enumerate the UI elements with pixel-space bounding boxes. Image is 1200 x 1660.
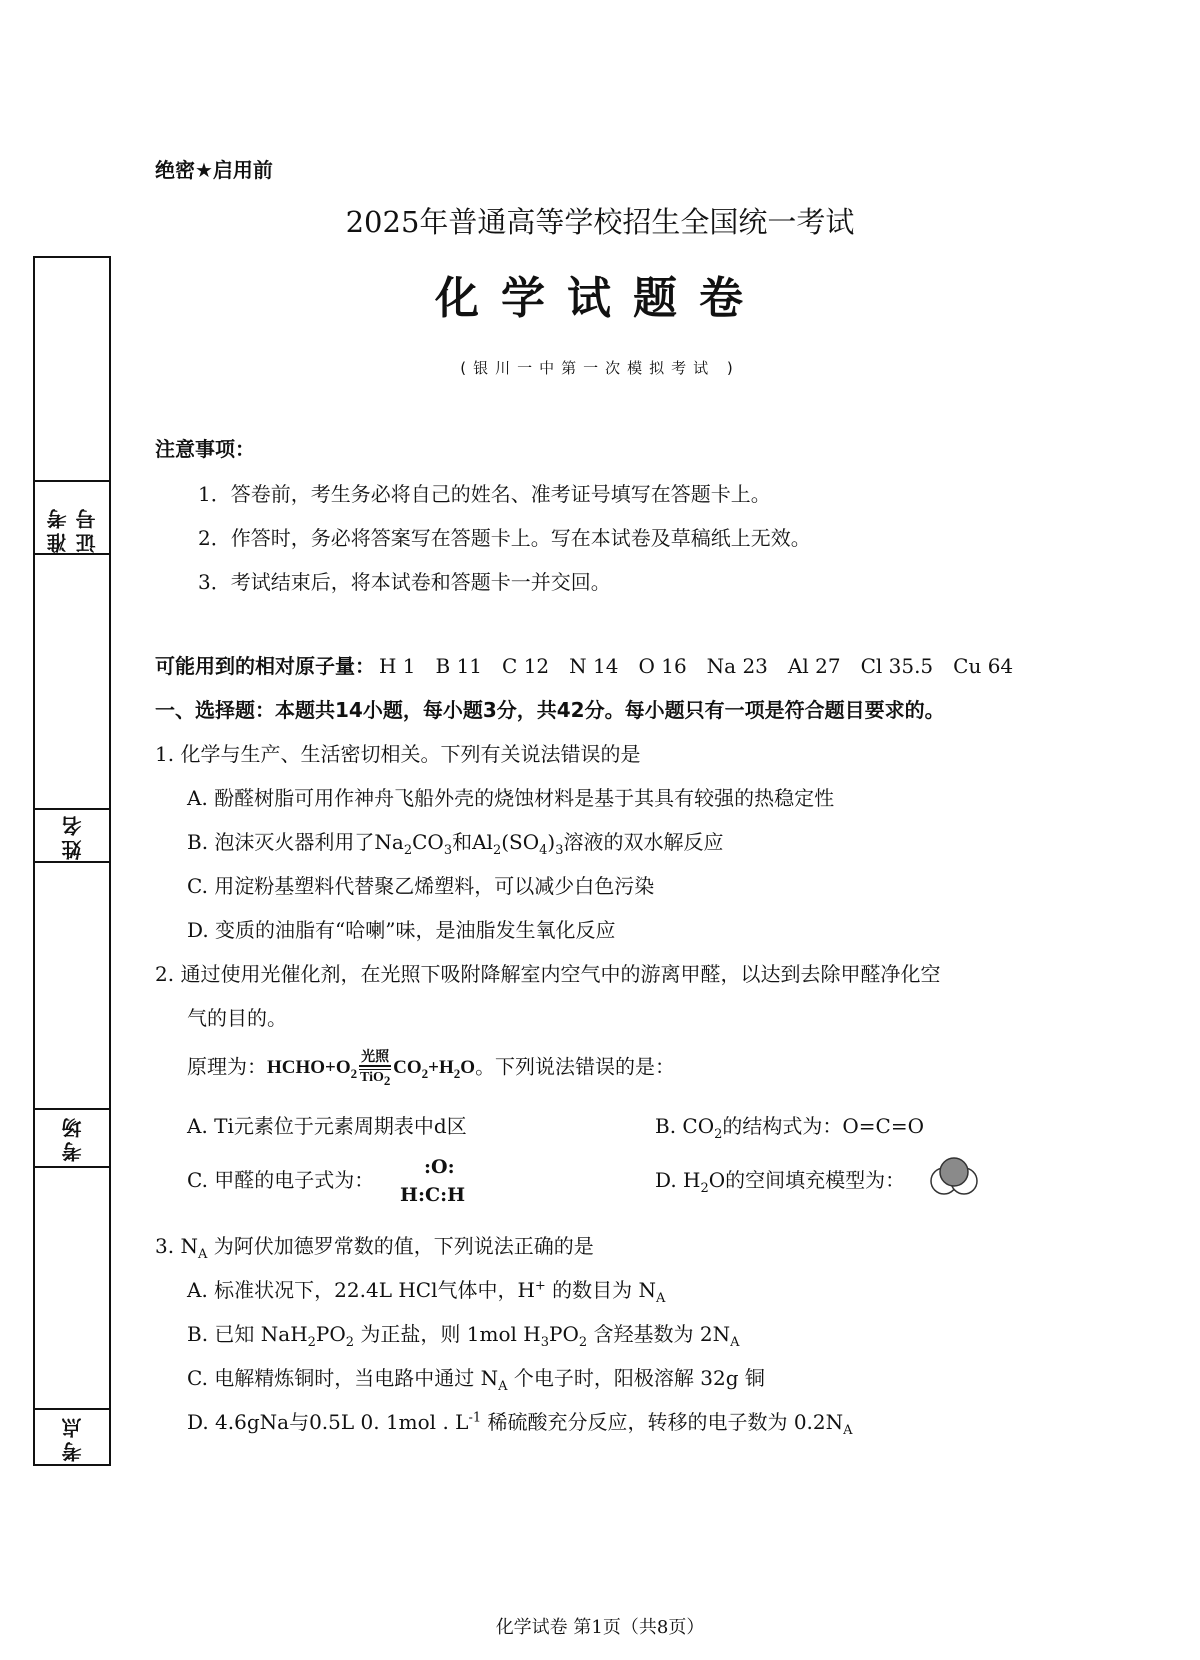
q2-option-d xyxy=(655,1164,905,1196)
notice-item-2: 2．作答时，务必将答案写在答题卡上。写在本试卷及草稿纸上无效。 xyxy=(198,526,811,550)
q1-option-b xyxy=(187,826,724,858)
q1-stem: 1. 化学与生产、生活密切相关。下列有关说法错误的是 xyxy=(155,742,641,766)
q3-d-text: 稀硫酸充分反应，转移的电子数为 0.2N xyxy=(481,1410,844,1434)
exam-title: 2025年普通高等学校招生全国统一考试 xyxy=(345,205,855,239)
reaction-condition xyxy=(359,1050,391,1088)
notice-item-1: 1．答卷前，考生务必将自己的姓名、准考证号填写在答题卡上。 xyxy=(198,482,771,506)
subscript: 3 xyxy=(443,843,453,858)
q1-b-text: B. 泡沫灭火器利用了Na xyxy=(187,830,404,854)
q3-option-a xyxy=(187,1274,665,1306)
q3-c-text: 个电子时，阳极溶解 32g 铜 xyxy=(507,1366,765,1390)
subscript: 2 xyxy=(403,843,413,858)
q2-d-text: D. H xyxy=(655,1168,701,1192)
q2-option-c: C. 甲醛的电子式为： xyxy=(187,1168,375,1192)
atomic-mass-na: Na 23 xyxy=(706,654,768,678)
atomic-mass-al: Al 27 xyxy=(787,654,841,678)
q3-b-text: 含羟基数为 2N xyxy=(587,1322,731,1346)
atomic-mass-cl: Cl 35.5 xyxy=(860,654,934,678)
atomic-mass-c: C 12 xyxy=(502,654,550,678)
oxygen-atom xyxy=(940,1158,968,1186)
lewis-oxygen: :O: xyxy=(424,1156,455,1178)
water-space-filling-model xyxy=(928,1155,980,1199)
binding-label-exam-room: 考场 xyxy=(60,1114,85,1162)
binding-cell-exam-id xyxy=(35,480,109,555)
q1-b-text: CO xyxy=(412,830,444,854)
equation-reactants: HCHO+O xyxy=(267,1057,351,1079)
subscript: 2 xyxy=(492,843,502,858)
q1-option-d: D. 变质的油脂有“哈喇”味，是油脂发生氧化反应 xyxy=(187,918,616,942)
q3-stem-text: 为阿伏加德罗常数的值，下列说法正确的是 xyxy=(207,1234,594,1258)
equation-product: +H xyxy=(428,1057,454,1079)
q2-stem-line2: 气的目的。 xyxy=(187,1006,287,1030)
atomic-mass-cu: Cu 64 xyxy=(953,654,1014,678)
superscript: -1 xyxy=(468,1410,482,1426)
subscript: A xyxy=(197,1247,208,1262)
binding-cell-name xyxy=(35,808,109,863)
exam-subtitle: (银川一中第一次模拟考试 ) xyxy=(460,359,740,377)
q3-b-text: B. 已知 NaH xyxy=(187,1322,308,1346)
atomic-masses-label: 可能用到的相对原子量： xyxy=(155,654,375,678)
subscript: 3 xyxy=(540,1335,549,1350)
condition-light: 光照 xyxy=(361,1050,390,1065)
subject-title: 化学试题卷 xyxy=(435,273,765,324)
q1-option-a: A. 酚醛树脂可用作神舟飞船外壳的烧蚀材料是基于其具有较强的热稳定性 xyxy=(187,786,835,810)
subscript: A xyxy=(843,1423,853,1438)
q2-b-text: 的结构式为：O=C=O xyxy=(722,1114,925,1138)
atomic-mass-b: B 11 xyxy=(435,654,483,678)
catalyst-text: TiO xyxy=(359,1070,384,1085)
q1-b-text: ) xyxy=(547,830,556,854)
binding-cell-exam-site xyxy=(35,1408,109,1466)
q2-principle-question: 。下列说法错误的是： xyxy=(475,1054,676,1079)
binding-strip xyxy=(33,256,111,1466)
q3-b-text: 为正盐，则 1mol H xyxy=(354,1322,541,1346)
lewis-hch: H:C:H xyxy=(400,1184,466,1206)
atomic-masses xyxy=(155,650,1033,679)
subscript: 2 xyxy=(453,1066,461,1082)
q2-option-b xyxy=(655,1110,924,1142)
q2-stem-line1: 2. 通过使用光催化剂，在光照下吸附降解室内空气中的游离甲醛，以达到去除甲醛净化空 xyxy=(155,962,941,986)
subscript: 3 xyxy=(555,843,564,858)
subscript: 4 xyxy=(539,843,548,858)
equation-product: CO xyxy=(393,1057,422,1079)
confidential-mark: 绝密★启用前 xyxy=(155,158,273,182)
subscript: 2 xyxy=(350,1066,358,1082)
q2-equation xyxy=(267,1050,476,1088)
q1-b-text: 和Al xyxy=(452,830,493,854)
binding-label-name: 姓名 xyxy=(60,811,85,860)
subscript: 2 xyxy=(383,1072,391,1088)
atomic-mass-n: N 14 xyxy=(569,654,619,678)
q1-b-text: 溶液的双水解反应 xyxy=(563,830,724,854)
subscript: 2 xyxy=(345,1335,355,1350)
section-1-heading: 一、选择题：本题共14小题，每小题3分，共42分。每小题只有一项是符合题目要求的。 xyxy=(155,698,945,722)
subscript: 2 xyxy=(421,1066,429,1082)
binding-label-exam-id: 准考证号 xyxy=(46,505,99,553)
binding-cell-exam-room xyxy=(35,1108,109,1168)
condition-catalyst xyxy=(359,1069,391,1088)
q3-b-text: PO xyxy=(315,1322,346,1346)
atomic-mass-h: H 1 xyxy=(379,654,416,678)
subscript: 2 xyxy=(700,1181,709,1196)
q3-a-text: A. 标准状况下，22.4L HCl气体中，H xyxy=(187,1278,535,1302)
binding-label-exam-site: 考点 xyxy=(60,1414,85,1462)
q3-option-b xyxy=(187,1318,739,1350)
subscript: A xyxy=(730,1335,740,1350)
atomic-mass-o: O 16 xyxy=(638,654,687,678)
q2-option-a: A. Ti元素位于元素周期表中d区 xyxy=(187,1114,467,1138)
q3-option-d xyxy=(187,1406,853,1438)
q3-stem-text: 3. N xyxy=(155,1234,198,1258)
superscript: + xyxy=(534,1278,546,1294)
q3-b-text: PO xyxy=(548,1322,579,1346)
equation-product: O xyxy=(460,1057,476,1079)
formaldehyde-lewis-structure xyxy=(400,1156,490,1212)
subscript: A xyxy=(498,1379,508,1394)
subscript: 2 xyxy=(714,1127,723,1142)
subscript: 2 xyxy=(307,1335,316,1350)
q2-d-text: O的空间填充模型为： xyxy=(708,1168,906,1192)
q3-stem xyxy=(155,1230,594,1262)
q2-principle-label: 原理为： xyxy=(187,1054,267,1079)
q1-b-text: (SO xyxy=(501,830,540,854)
page-footer: 化学试卷 第1页（共8页） xyxy=(495,1617,705,1638)
q2-principle xyxy=(187,1050,675,1088)
q2-b-text: B. CO xyxy=(655,1114,715,1138)
q3-c-text: C. 电解精炼铜时，当电路中通过 N xyxy=(187,1366,499,1390)
q3-a-text: 的数目为 N xyxy=(545,1278,657,1302)
q3-option-c xyxy=(187,1362,765,1394)
q1-option-c: C. 用淀粉基塑料代替聚乙烯塑料，可以减少白色污染 xyxy=(187,874,655,898)
notice-item-3: 3．考试结束后，将本试卷和答题卡一并交回。 xyxy=(198,570,611,594)
subscript: A xyxy=(656,1291,666,1306)
notice-heading: 注意事项： xyxy=(155,437,255,461)
q3-d-text: D. 4.6gNa与0.5L 0. 1mol . L xyxy=(187,1410,469,1434)
subscript: 2 xyxy=(578,1335,588,1350)
